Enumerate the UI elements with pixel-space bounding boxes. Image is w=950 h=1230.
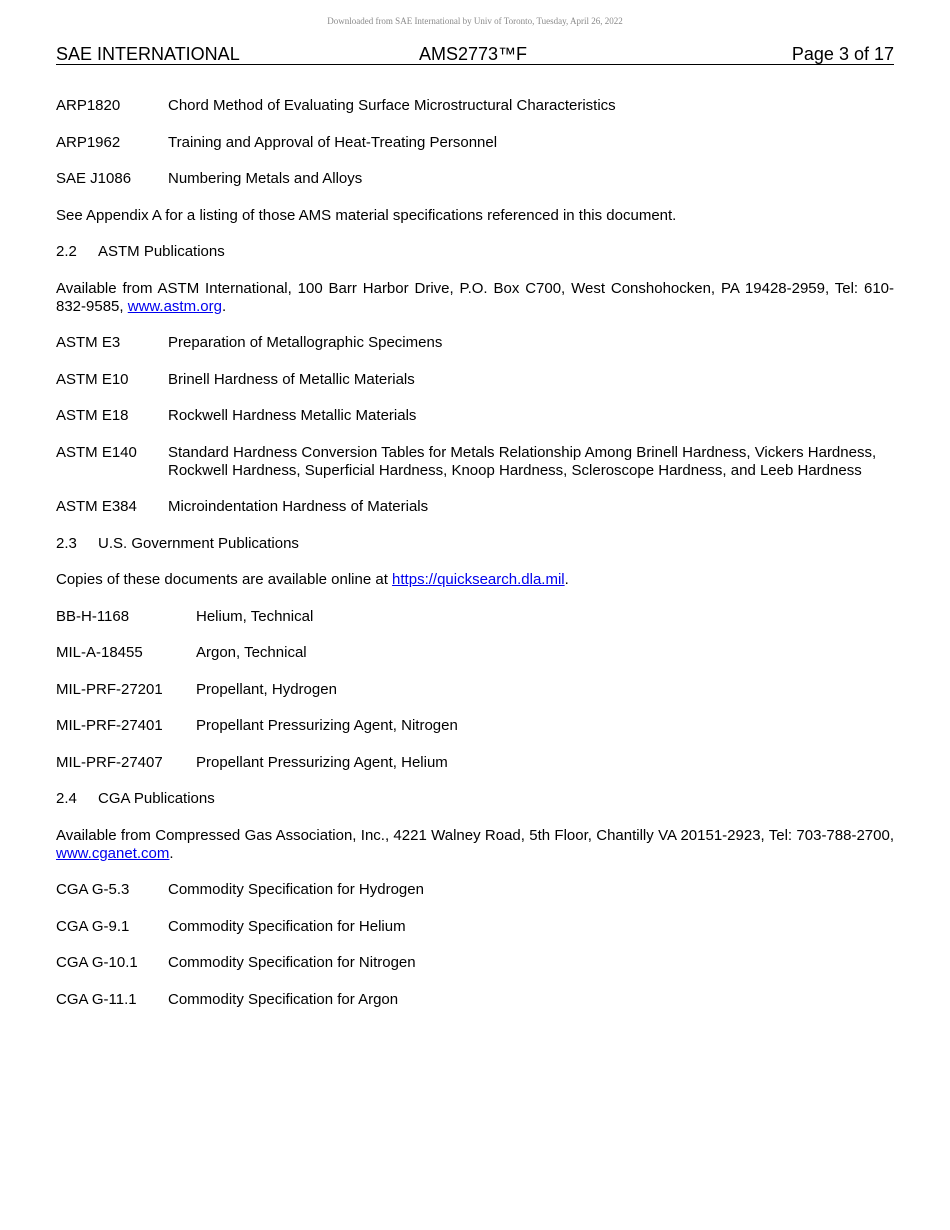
reference-code: MIL-PRF-27407 (56, 753, 163, 771)
section-heading-cga (56, 790, 894, 808)
availability-text: Copies of these documents are available online at (56, 571, 393, 588)
section-number: 2.3 (56, 534, 77, 552)
reference-title: Commodity Specification for Hydrogen (168, 881, 424, 898)
section-number: 2.4 (56, 790, 77, 807)
reference-title: Preparation of Metallographic Specimens (168, 334, 443, 351)
reference-code: MIL-PRF-27201 (56, 680, 163, 698)
reference-code: CGA G-10.1 (56, 954, 138, 971)
reference-row (56, 97, 894, 115)
reference-row (56, 498, 894, 516)
reference-code: ASTM E140 (56, 443, 137, 461)
reference-code: MIL-PRF-27401 (56, 717, 163, 734)
reference-code: ASTM E18 (56, 407, 129, 424)
reference-code: CGA G-9.1 (56, 917, 130, 935)
period: . (564, 571, 569, 588)
reference-row (56, 334, 894, 352)
reference-title: Rockwell Hardness Metallic Materials (168, 407, 417, 424)
reference-row (56, 754, 894, 772)
reference-title: Chord Method of Evaluating Surface Microstructural Characteristics (168, 97, 616, 114)
reference-row (56, 644, 894, 662)
reference-row (56, 881, 894, 899)
download-watermark: Downloaded from SAE International by Univ of Toronto, Tuesday, April 26, 2022 (327, 16, 623, 26)
reference-code: ASTM E384 (56, 498, 137, 515)
reference-code: CGA G-5.3 (56, 881, 130, 898)
astm-availability (56, 280, 894, 316)
section-title: CGA Publications (98, 790, 215, 807)
reference-row (56, 918, 894, 936)
reference-title: Commodity Specification for Nitrogen (168, 954, 416, 971)
reference-code: CGA G-11.1 (56, 990, 137, 1008)
reference-title: Microindentation Hardness of Materials (168, 498, 429, 515)
cga-availability (56, 827, 894, 863)
quicksearch-link[interactable]: https://quicksearch.dla.mil (392, 571, 565, 588)
section-number: 2.2 (56, 243, 77, 260)
header-org: SAE INTERNATIONAL (56, 44, 240, 64)
gov-availability (56, 571, 894, 589)
header-page-number: Page 3 of 17 (791, 44, 894, 64)
header-doc-number: AMS2773™F (419, 44, 528, 64)
reference-row (56, 717, 894, 735)
reference-row (56, 134, 894, 152)
reference-title: Numbering Metals and Alloys (168, 170, 363, 187)
reference-row (56, 681, 894, 699)
reference-code: ARP1820 (56, 97, 121, 114)
appendix-note: See Appendix A for a listing of those AMS material specifications referenced in this document. (56, 206, 677, 224)
reference-code: ASTM E3 (56, 334, 121, 351)
reference-code: BB-H-1168 (56, 607, 130, 625)
reference-code: SAE J1086 (56, 170, 132, 187)
astm-link[interactable]: www.astm.org (127, 297, 222, 315)
reference-code: MIL-A-18455 (56, 644, 143, 661)
reference-title: Propellant Pressurizing Agent, Helium (196, 753, 448, 771)
reference-title: Standard Hardness Conversion Tables for Metals Relationship Among Brinell Hardness, Vickers Hardness, Rockwell Hardness, Superficial Hardness, Knoop Hardness, Scleroscope Hardness, and Leeb Hardness (168, 443, 877, 479)
document-body (56, 97, 894, 1027)
availability-text: Available from Compressed Gas Association, Inc., 4221 Walney Road, 5th Floor, Chantilly VA 20151-2923, Tel: 703-788-2700, (56, 826, 894, 844)
reference-row (56, 991, 894, 1009)
reference-title: Propellant, Hydrogen (196, 680, 337, 698)
reference-row (56, 407, 894, 425)
section-heading-astm (56, 243, 894, 261)
section-title: U.S. Government Publications (98, 534, 299, 552)
reference-row (56, 371, 894, 389)
reference-title: Argon, Technical (196, 644, 307, 661)
period: . (221, 297, 227, 315)
period: . (169, 844, 174, 862)
reference-row (56, 444, 894, 480)
reference-code: ARP1962 (56, 133, 121, 151)
reference-row (56, 954, 894, 972)
section-heading-gov (56, 535, 894, 553)
reference-row (56, 608, 894, 626)
reference-title: Commodity Specification for Helium (168, 917, 406, 935)
reference-code: ASTM E10 (56, 370, 129, 388)
availability-text: Available from ASTM International, 100 Barr Harbor Drive, P.O. Box C700, West Conshohocken, PA 19428-2959, Tel: 610-832-9585, (56, 279, 894, 315)
reference-title: Propellant Pressurizing Agent, Nitrogen (196, 717, 458, 734)
page-header (56, 44, 894, 65)
reference-title: Helium, Technical (196, 607, 314, 625)
reference-title: Brinell Hardness of Metallic Materials (168, 370, 415, 388)
section-title: ASTM Publications (98, 243, 225, 260)
reference-row (56, 170, 894, 188)
reference-title: Training and Approval of Heat-Treating Personnel (168, 133, 498, 151)
cganet-link[interactable]: www.cganet.com (56, 844, 170, 862)
reference-title: Commodity Specification for Argon (168, 990, 399, 1008)
